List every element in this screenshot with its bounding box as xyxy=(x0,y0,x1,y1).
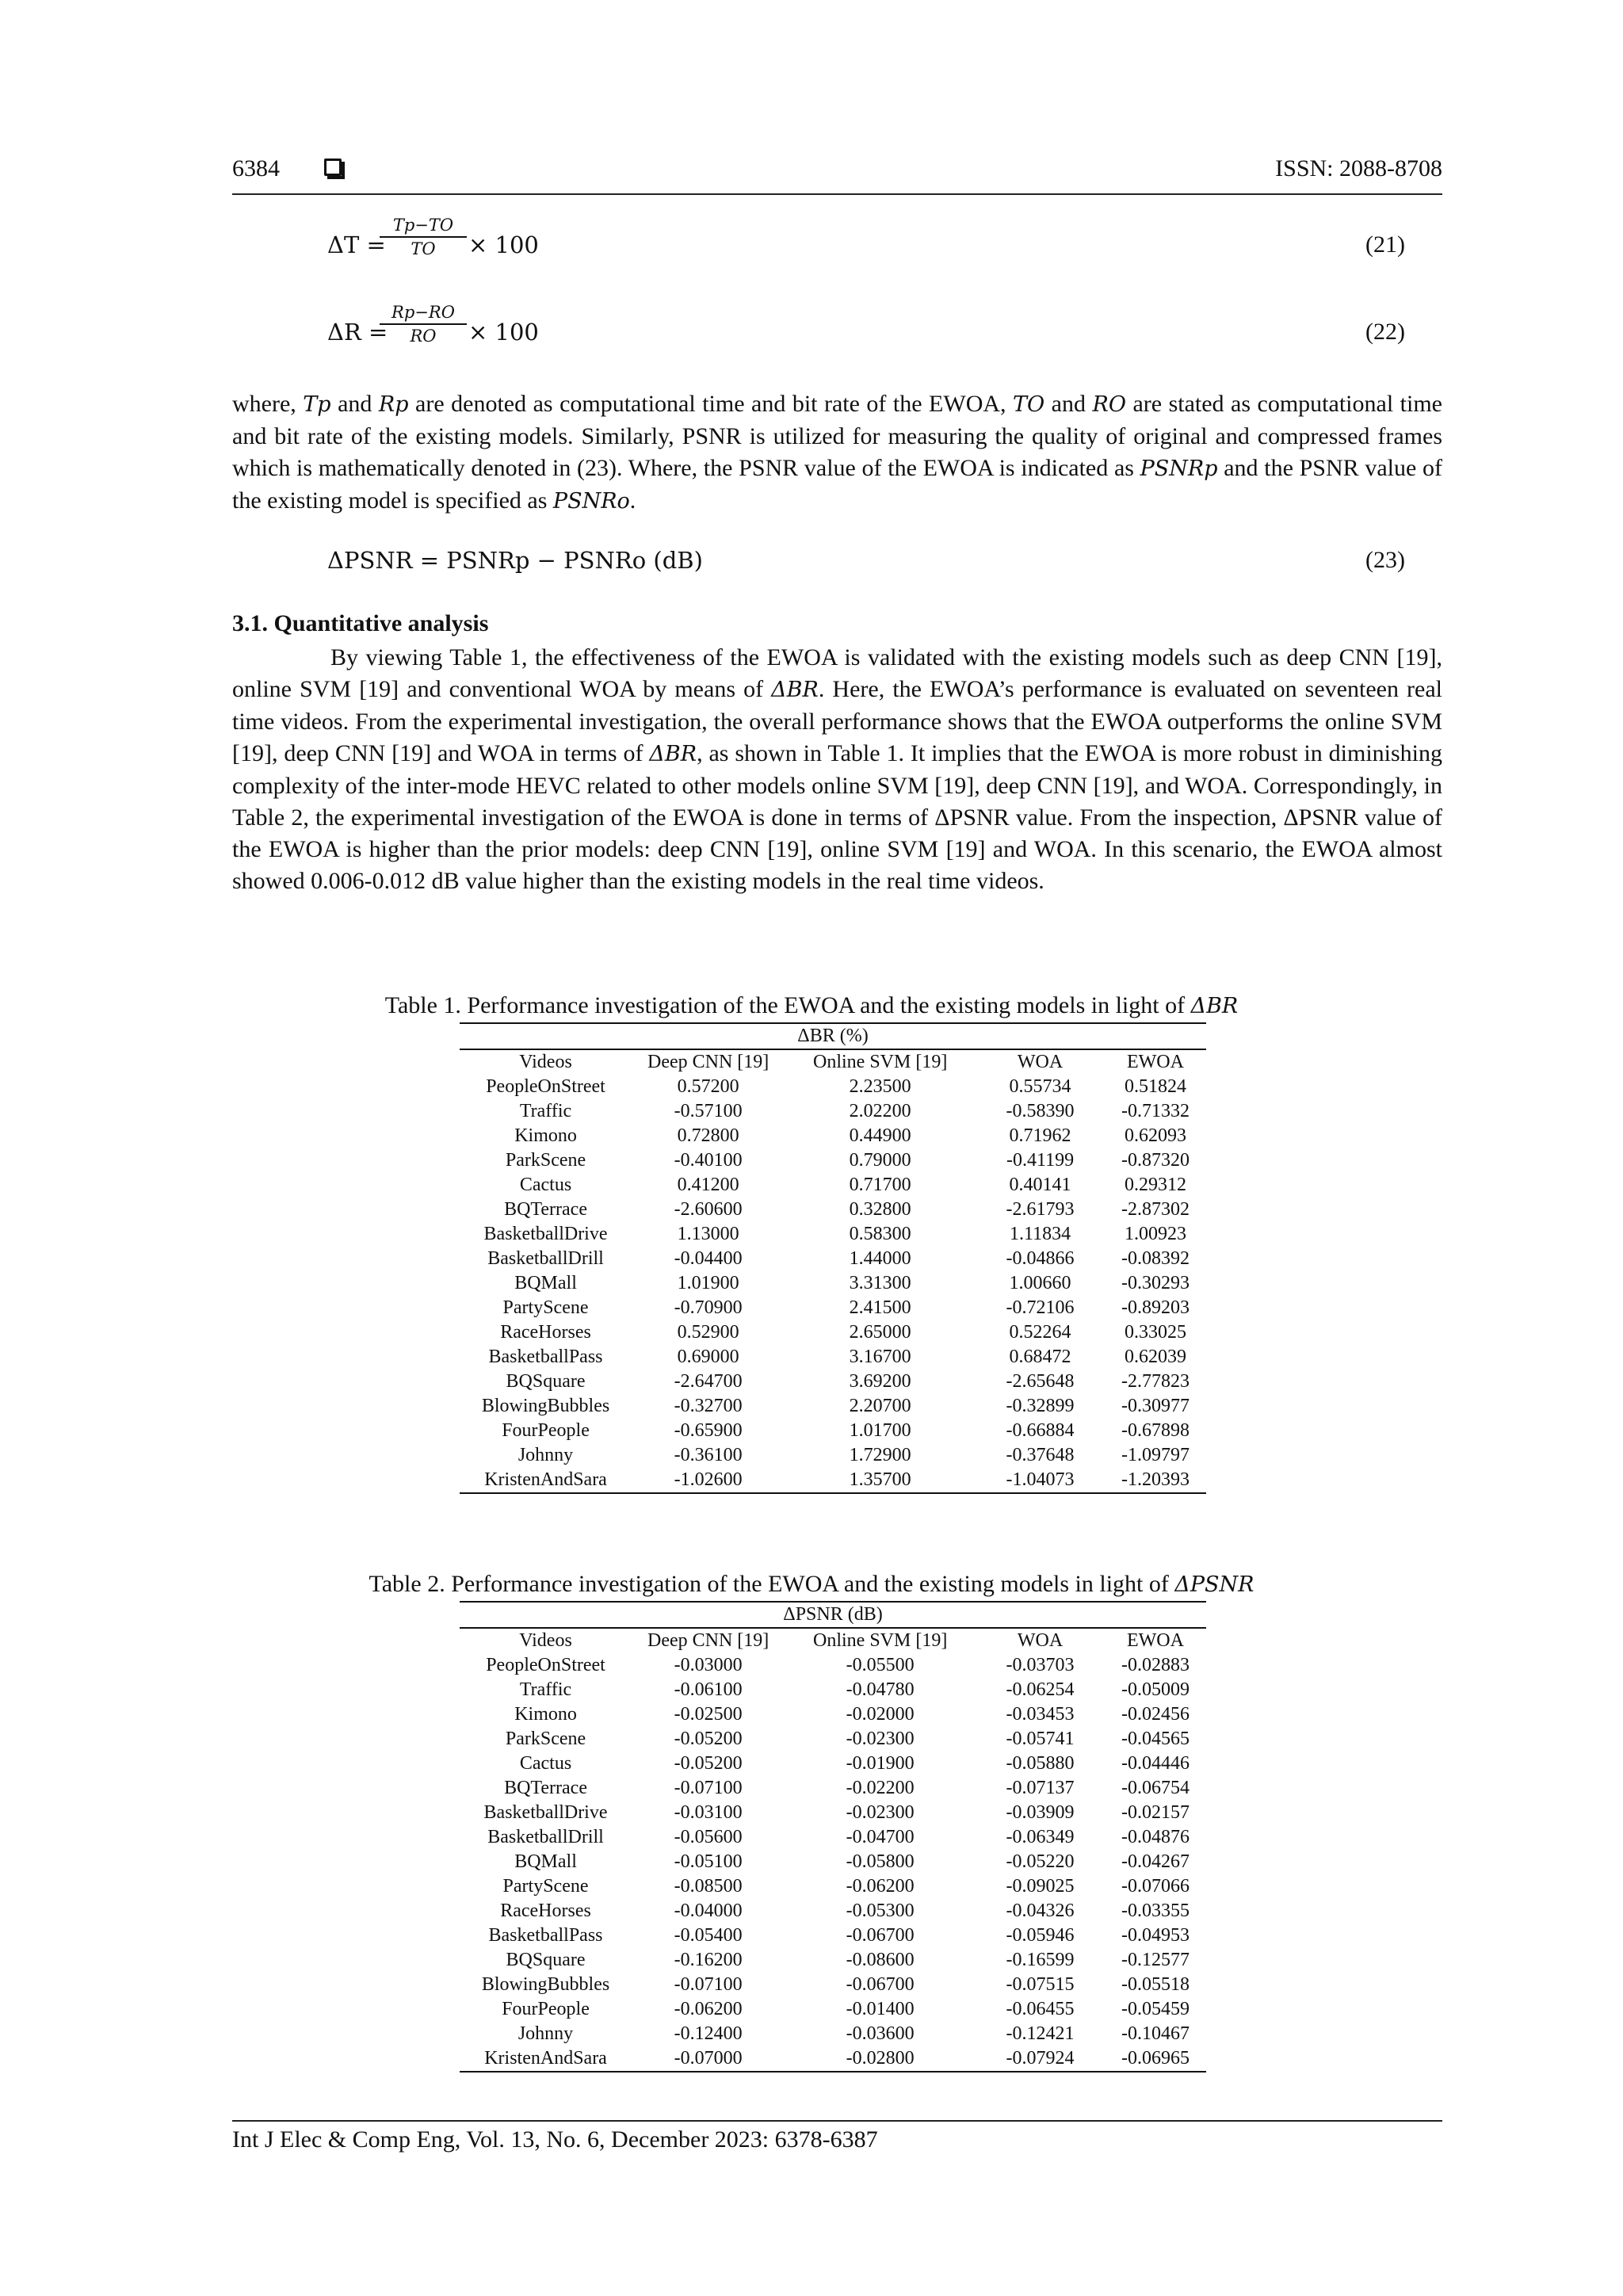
table-cell: -0.65900 xyxy=(674,1420,743,1441)
table-cell: -0.06349 xyxy=(1006,1827,1075,1847)
table-cell: -2.61793 xyxy=(1006,1199,1075,1220)
table-cell: ParkScene xyxy=(505,1729,586,1749)
paragraph-definitions: where, Tp and Rp are denoted as computational time and bit rate of the EWOA, TO and RO are stated as computational time and bit rate of the existing models. Similarly, PSNR is utilized for measuring the quality of original and compressed frames which is mathematically denoted in (23). Where, the PSNR value of the EWOA is indicated as PSNRp and the PSNR value of the existing model is specified as PSNRo. xyxy=(232,391,1442,514)
table-cell: -0.71332 xyxy=(1121,1101,1190,1121)
table-cell: 0.79000 xyxy=(849,1150,911,1171)
table-cell: BQTerrace xyxy=(504,1778,587,1798)
table-cell: FourPeople xyxy=(502,1420,590,1441)
table-cell: -0.12400 xyxy=(674,2023,743,2044)
table-cell: 0.68472 xyxy=(1009,1347,1071,1367)
table-row xyxy=(460,1222,1206,1247)
table1-col-videos: Videos xyxy=(519,1052,572,1072)
table2-col-videos: Videos xyxy=(519,1630,572,1651)
table-cell: BlowingBubbles xyxy=(481,1974,610,1995)
table-row xyxy=(460,1148,1206,1173)
table-cell: Traffic xyxy=(519,1101,572,1121)
checkbox-square-icon xyxy=(324,159,342,176)
table-cell: -0.02000 xyxy=(846,1704,915,1725)
eq23-number: (23) xyxy=(1365,547,1405,573)
table-cell: Traffic xyxy=(519,1679,572,1700)
table-cell: -1.20393 xyxy=(1105,1468,1206,1493)
table-cell: 0.62093 xyxy=(1124,1125,1186,1146)
page-footer: Int J Elec & Comp Eng, Vol. 13, No. 6, December 2023: 6378-6387 xyxy=(232,2120,1442,2153)
table-cell: BQSquare xyxy=(506,1950,586,1970)
table-cell: -0.07137 xyxy=(1006,1778,1075,1798)
table2-col-ewoa: EWOA xyxy=(1126,1630,1184,1651)
table-cell: -0.03355 xyxy=(1121,1901,1190,1921)
table-cell: -0.02800 xyxy=(785,2046,976,2072)
equation-21 xyxy=(327,216,1405,279)
table-row xyxy=(460,1247,1206,1271)
table-cell: 0.33025 xyxy=(1124,1322,1186,1343)
table-cell: 1.35700 xyxy=(785,1468,976,1493)
table-cell: -0.03000 xyxy=(674,1655,743,1675)
table-cell: BQSquare xyxy=(506,1371,586,1392)
table-cell: -0.58390 xyxy=(1006,1101,1075,1121)
table-cell: -0.06200 xyxy=(674,1999,743,2019)
table2-col-deep-cnn: Deep CNN [19] xyxy=(647,1630,769,1651)
table-cell: -0.04565 xyxy=(1121,1729,1190,1749)
table-cell: 0.52264 xyxy=(1009,1322,1071,1343)
table-cell: -0.67898 xyxy=(1121,1420,1190,1441)
table1-col-woa: WOA xyxy=(1017,1052,1064,1072)
table-cell: -0.05518 xyxy=(1121,1974,1190,1995)
table-cell: BQMall xyxy=(514,1851,577,1872)
table-cell: -0.05200 xyxy=(674,1753,743,1774)
table-cell: -0.05800 xyxy=(846,1851,915,1872)
table-cell: -0.30293 xyxy=(1121,1273,1190,1293)
table-row xyxy=(460,1801,1206,1825)
equation-22 xyxy=(327,303,1405,366)
table-cell: -0.08392 xyxy=(1121,1248,1190,1269)
table-cell: -2.64700 xyxy=(674,1371,743,1392)
eq22-rhs: × 100 xyxy=(468,319,539,346)
eq22-lhs: ΔR = xyxy=(327,319,388,346)
table-cell: -0.02883 xyxy=(1121,1655,1190,1675)
eq22-denominator: RO xyxy=(410,327,437,346)
table-cell: BasketballDrive xyxy=(483,1224,608,1244)
table-cell: KristenAndSara xyxy=(460,2046,632,2072)
table1-caption: Table 1. Performance investigation of the EWOA and the existing models in light of ΔBR xyxy=(384,992,1239,1018)
table-cell: -0.03600 xyxy=(846,2023,915,2044)
table-cell: 0.55734 xyxy=(1009,1076,1071,1097)
table1-group-header: ΔBR (%) xyxy=(460,1023,1206,1049)
table-cell: 3.69200 xyxy=(849,1371,911,1392)
table-cell: Cactus xyxy=(519,1175,572,1195)
table-cell: -0.03100 xyxy=(674,1802,743,1823)
table-row xyxy=(460,1653,1206,1678)
table-row xyxy=(460,1727,1206,1752)
table-cell: -0.06100 xyxy=(674,1679,743,1700)
table2-caption: Table 2. Performance investigation of the EWOA and the existing models in light of ΔPSNR xyxy=(369,1571,1254,1597)
table-cell: -0.04876 xyxy=(1121,1827,1190,1847)
table-cell: 0.32800 xyxy=(849,1199,911,1220)
table-cell: 0.62039 xyxy=(1124,1347,1186,1367)
table-cell: -0.02157 xyxy=(1121,1802,1190,1823)
table1 xyxy=(460,1022,1206,1494)
table-cell: -0.70900 xyxy=(674,1297,743,1318)
table-cell: -0.89203 xyxy=(1121,1297,1190,1318)
table-cell: -0.04400 xyxy=(674,1248,743,1269)
page-header xyxy=(232,155,1442,195)
table-cell: -0.02456 xyxy=(1121,1704,1190,1725)
table-cell: -0.87320 xyxy=(1121,1150,1190,1171)
table-row xyxy=(460,1997,1206,2022)
table-cell: 1.01900 xyxy=(677,1273,739,1293)
eq22-fraction xyxy=(380,303,467,346)
table2-col-online-svm: Online SVM [19] xyxy=(813,1630,948,1651)
table-cell: -0.40100 xyxy=(674,1150,743,1171)
table-cell: 0.69000 xyxy=(677,1347,739,1367)
table-row xyxy=(460,1850,1206,1874)
table-row xyxy=(460,2046,1206,2072)
table-cell: -0.02500 xyxy=(674,1704,743,1725)
table-cell: -0.04326 xyxy=(1006,1901,1075,1921)
table-cell: 2.41500 xyxy=(849,1297,911,1318)
table-cell: RaceHorses xyxy=(500,1901,591,1921)
table-cell: -0.05400 xyxy=(674,1925,743,1946)
table-cell: -1.09797 xyxy=(1121,1445,1190,1465)
table-row xyxy=(460,1899,1206,1924)
table-cell: 0.44900 xyxy=(849,1125,911,1146)
table-row xyxy=(460,1874,1206,1899)
table-cell: BasketballPass xyxy=(488,1925,603,1946)
table2-col-woa: WOA xyxy=(1017,1630,1064,1651)
table-cell: ParkScene xyxy=(505,1150,586,1171)
table-cell: -0.07924 xyxy=(976,2046,1105,2072)
table-cell: 1.72900 xyxy=(849,1445,911,1465)
eq21-rhs: × 100 xyxy=(468,231,539,258)
table-row xyxy=(460,1075,1206,1099)
table1-col-ewoa: EWOA xyxy=(1126,1052,1184,1072)
table-cell: -2.77823 xyxy=(1121,1371,1190,1392)
table-cell: 2.20700 xyxy=(849,1396,911,1416)
table-cell: -0.04953 xyxy=(1121,1925,1190,1946)
eq22-numerator: Rp−RO xyxy=(380,303,467,325)
table-row xyxy=(460,1394,1206,1419)
table-cell: -0.30977 xyxy=(1121,1396,1190,1416)
table1-col-online-svm: Online SVM [19] xyxy=(813,1052,948,1072)
table-cell: -1.04073 xyxy=(976,1468,1105,1493)
table-cell: 0.58300 xyxy=(849,1224,911,1244)
table-cell: 0.72800 xyxy=(677,1125,739,1146)
table-cell: 0.40141 xyxy=(1009,1175,1071,1195)
table-cell: -0.07515 xyxy=(1006,1974,1075,1995)
table-cell: -0.03703 xyxy=(1006,1655,1075,1675)
table-cell: -0.04700 xyxy=(846,1827,915,1847)
table-cell: -0.41199 xyxy=(1006,1150,1075,1171)
table-row xyxy=(460,1468,1206,1493)
eq21-lhs: ΔT = xyxy=(327,231,386,258)
table-row xyxy=(460,1702,1206,1727)
table-cell: 2.02200 xyxy=(849,1101,911,1121)
table-row xyxy=(460,1948,1206,1973)
table-row xyxy=(460,1345,1206,1370)
table-cell: -0.05009 xyxy=(1121,1679,1190,1700)
table-cell: 2.65000 xyxy=(849,1322,911,1343)
table-row xyxy=(460,1776,1206,1801)
table-cell: -0.32899 xyxy=(1006,1396,1075,1416)
table-cell: 1.11834 xyxy=(1009,1224,1071,1244)
table-cell: 1.00923 xyxy=(1124,1224,1186,1244)
table-cell: -0.06700 xyxy=(846,1925,915,1946)
table-cell: -0.04866 xyxy=(1006,1248,1075,1269)
table-cell: RaceHorses xyxy=(500,1322,591,1343)
table-cell: -0.03453 xyxy=(1006,1704,1075,1725)
table-row xyxy=(460,1370,1206,1394)
section-title: 3.1. Quantitative analysis xyxy=(232,610,489,636)
table-cell: -0.16599 xyxy=(1006,1950,1075,1970)
table-row xyxy=(460,2022,1206,2046)
table-cell: BQTerrace xyxy=(504,1199,587,1220)
table-cell: -2.87302 xyxy=(1121,1199,1190,1220)
table-cell: 1.44000 xyxy=(849,1248,911,1269)
table-cell: BasketballDrill xyxy=(487,1248,604,1269)
table-cell: -0.32700 xyxy=(674,1396,743,1416)
equation-23 xyxy=(327,547,1405,574)
table-cell: 1.01700 xyxy=(849,1420,911,1441)
table-cell: -0.07100 xyxy=(674,1974,743,1995)
table-cell: -0.06200 xyxy=(846,1876,915,1897)
table-row xyxy=(460,1419,1206,1443)
table-cell: -0.07000 xyxy=(632,2046,785,2072)
table-row xyxy=(460,1320,1206,1345)
table-cell: 0.71962 xyxy=(1009,1125,1071,1146)
table-cell: -0.66884 xyxy=(1006,1420,1075,1441)
paragraph-quantitative-analysis: By viewing Table 1, the effectiveness of the EWOA is validated with the existing models such as deep CNN [19], online SVM [19] and conventional WOA by means of ΔBR. Here, the EWOA’s performance is evaluated on seventeen real time videos. From the experimental investigation, the overall performance shows that the EWOA outperforms the online SVM [19], deep CNN [19] and WOA in terms of ΔBR, as shown in Table 1. It implies that the EWOA is more robust in diminishing complexity of the inter-mode HEVC related to other models online SVM [19], deep CNN [19], and WOA. Correspondingly, in Table 2, the experimental investigation of the EWOA is done in terms of ΔPSNR value. From the inspection, ΔPSNR value of the EWOA is higher than the prior models: deep CNN [19], online SVM [19] and WOA. In this scenario, the EWOA almost showed 0.006-0.012 dB value higher than the existing models in the real time videos. xyxy=(232,644,1443,894)
table1-col-deep-cnn: Deep CNN [19] xyxy=(647,1052,769,1072)
table-cell: -0.02300 xyxy=(846,1802,915,1823)
table-cell: -0.10467 xyxy=(1121,2023,1190,2044)
table-cell: FourPeople xyxy=(502,1999,590,2019)
table-cell: -0.07066 xyxy=(1121,1876,1190,1897)
table-row xyxy=(460,1124,1206,1148)
table-cell: -0.12421 xyxy=(1006,2023,1075,2044)
page-number: 6384 xyxy=(232,155,280,181)
table-cell: BasketballPass xyxy=(488,1347,603,1367)
table-cell: -0.01400 xyxy=(846,1999,915,2019)
table-cell: -0.06965 xyxy=(1105,2046,1206,2072)
table-cell: 1.13000 xyxy=(677,1224,739,1244)
table-cell: -0.05946 xyxy=(1006,1925,1075,1946)
table-cell: 0.51824 xyxy=(1124,1076,1186,1097)
table-cell: -0.05600 xyxy=(674,1827,743,1847)
table-cell: -0.05100 xyxy=(674,1851,743,1872)
table-cell: -0.05880 xyxy=(1006,1753,1075,1774)
table-cell: -0.05459 xyxy=(1121,1999,1190,2019)
table-cell: KristenAndSara xyxy=(460,1468,632,1493)
table-cell: PeopleOnStreet xyxy=(486,1076,605,1097)
table-cell: -0.06455 xyxy=(1006,1999,1075,2019)
table-cell: -0.16200 xyxy=(674,1950,743,1970)
table-row xyxy=(460,1752,1206,1776)
table-cell: -0.72106 xyxy=(1006,1297,1075,1318)
table-cell: -0.04780 xyxy=(846,1679,915,1700)
eq21-fraction xyxy=(380,216,467,258)
table-cell: 0.71700 xyxy=(849,1175,911,1195)
table-cell: 0.57200 xyxy=(677,1076,739,1097)
table-cell: 3.31300 xyxy=(849,1273,911,1293)
table-cell: Kimono xyxy=(514,1704,577,1725)
table-cell: -0.04446 xyxy=(1121,1753,1190,1774)
table-cell: 2.23500 xyxy=(849,1076,911,1097)
table-cell: -0.05200 xyxy=(674,1729,743,1749)
table-cell: -0.06700 xyxy=(846,1974,915,1995)
table2-group-header: ΔPSNR (dB) xyxy=(460,1602,1206,1628)
eq22-number: (22) xyxy=(1365,319,1405,345)
eq21-numerator: Tp−TO xyxy=(380,216,467,238)
table-row xyxy=(460,1296,1206,1320)
eq21-number: (21) xyxy=(1365,231,1405,258)
table-cell: -0.04000 xyxy=(674,1901,743,1921)
table-cell: PeopleOnStreet xyxy=(486,1655,605,1675)
eq21-denominator: TO xyxy=(411,239,436,258)
table-cell: 1.00660 xyxy=(1009,1273,1071,1293)
table-cell: Johnny xyxy=(517,2023,574,2044)
table-cell: -0.05300 xyxy=(846,1901,915,1921)
table-cell: -0.06254 xyxy=(1006,1679,1075,1700)
table-cell: -0.07100 xyxy=(674,1778,743,1798)
table-cell: -0.08500 xyxy=(674,1876,743,1897)
table-cell: -0.02300 xyxy=(846,1729,915,1749)
table-cell: -0.37648 xyxy=(1006,1445,1075,1465)
table-cell: -0.05500 xyxy=(846,1655,915,1675)
table-cell: -0.04267 xyxy=(1121,1851,1190,1872)
table-cell: 0.41200 xyxy=(677,1175,739,1195)
table-cell: -0.02200 xyxy=(846,1778,915,1798)
table-row xyxy=(460,1678,1206,1702)
table-cell: Cactus xyxy=(519,1753,572,1774)
table-cell: -0.57100 xyxy=(674,1101,743,1121)
table-row xyxy=(460,1198,1206,1222)
table2 xyxy=(460,1601,1206,2073)
table-cell: -0.06754 xyxy=(1121,1778,1190,1798)
table-cell: BQMall xyxy=(514,1273,577,1293)
eq23-expression: ΔPSNR = PSNRp − PSNRo (dB) xyxy=(327,547,703,574)
issn-label: ISSN: 2088-8708 xyxy=(1275,155,1442,181)
table-cell: 0.29312 xyxy=(1124,1175,1186,1195)
table-cell: -0.05741 xyxy=(1006,1729,1075,1749)
table-cell: BasketballDrill xyxy=(487,1827,604,1847)
table-cell: -0.08600 xyxy=(846,1950,915,1970)
table-cell: 0.52900 xyxy=(677,1322,739,1343)
table-row xyxy=(460,1924,1206,1948)
table-row xyxy=(460,1173,1206,1198)
table-cell: BlowingBubbles xyxy=(481,1396,610,1416)
table-cell: PartyScene xyxy=(502,1297,589,1318)
table-cell: BasketballDrive xyxy=(483,1802,608,1823)
table-cell: -0.09025 xyxy=(1006,1876,1075,1897)
table-cell: -2.60600 xyxy=(674,1199,743,1220)
table-cell: Johnny xyxy=(517,1445,574,1465)
table-cell: -0.03909 xyxy=(1006,1802,1075,1823)
table-cell: Kimono xyxy=(514,1125,577,1146)
table-cell: -2.65648 xyxy=(1006,1371,1075,1392)
table-row xyxy=(460,1825,1206,1850)
table-row xyxy=(460,1099,1206,1124)
table-cell: -0.01900 xyxy=(846,1753,915,1774)
table-row xyxy=(460,1443,1206,1468)
table-cell: -0.05220 xyxy=(1006,1851,1075,1872)
table-row xyxy=(460,1973,1206,1997)
table-cell: PartyScene xyxy=(502,1876,589,1897)
table-cell: -0.36100 xyxy=(674,1445,743,1465)
table-cell: -0.12577 xyxy=(1121,1950,1190,1970)
table-cell: 3.16700 xyxy=(849,1347,911,1367)
table-row xyxy=(460,1271,1206,1296)
table-cell: -1.02600 xyxy=(632,1468,785,1493)
